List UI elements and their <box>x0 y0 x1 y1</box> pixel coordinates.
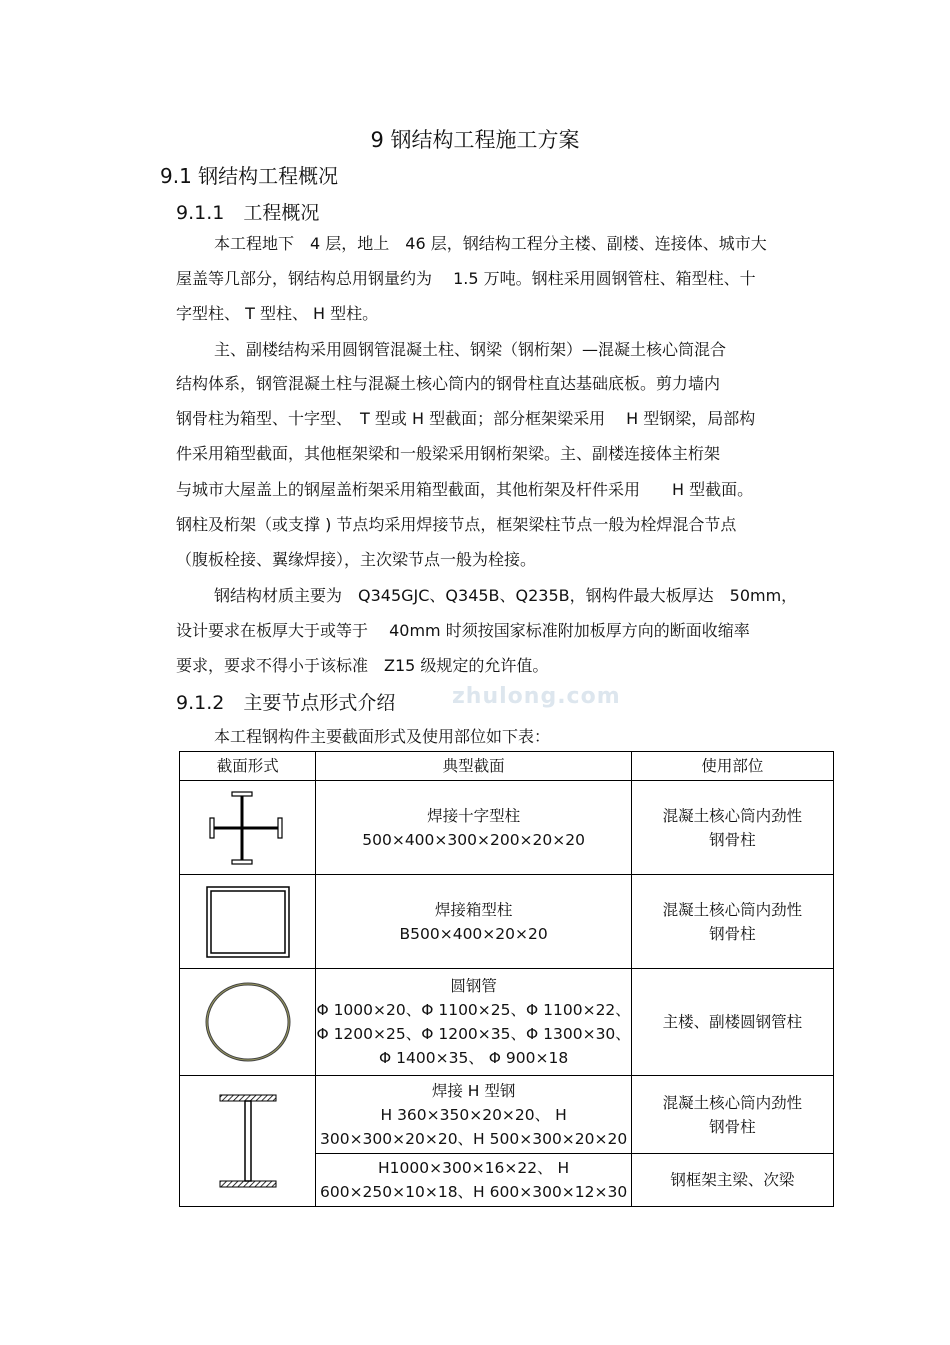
section-cell <box>316 1154 631 1207</box>
usage-line: 钢骨柱 <box>709 924 756 943</box>
page-title: 9 钢结构工程施工方案 <box>370 128 580 152</box>
para3-line-2: 设计要求在板厚大于或等于 40mm 时须按国家标准附加板厚方向的断面收缩率 <box>176 621 750 640</box>
section-cell <box>316 1076 631 1154</box>
table-header-row <box>180 752 834 781</box>
section-size: H1000×300×16×22、 H <box>378 1159 570 1177</box>
section-name: 圆钢管 <box>450 977 497 995</box>
header-section-form: 截面形式 <box>180 752 316 781</box>
section-heading-9-1: 9.1 钢结构工程概况 <box>160 164 339 188</box>
usage-line: 钢骨柱 <box>709 830 756 849</box>
para2-line-5: 与城市大屋盖上的钢屋盖桁架采用箱型截面，其他桁架及杆件采用 H 型截面。 <box>176 480 754 499</box>
section-name: 焊接箱型柱 <box>434 900 513 919</box>
para2-line-6: 钢柱及桁架（或支撑 ) 节点均采用焊接节点，框架梁柱节点一般为栓焊混合节点 <box>176 515 737 534</box>
table-row <box>180 781 834 875</box>
h-beam-icon <box>180 1076 316 1207</box>
watermark: zhulong.com <box>452 684 621 709</box>
usage-line: 混凝土核心筒内劲性 <box>662 1093 803 1112</box>
section-cell <box>316 875 631 969</box>
usage-line: 主楼、副楼圆钢管柱 <box>662 1013 803 1031</box>
table-intro: 本工程钢构件主要截面形式及使用部位如下表： <box>214 727 551 746</box>
usage-cell <box>631 875 833 969</box>
para1-line-2: 屋盖等几部分，钢结构总用钢量约为 1.5 万吨。钢柱采用圆钢管柱、箱型柱、十 <box>176 269 756 288</box>
section-name: 焊接 H 型钢 <box>431 1081 516 1100</box>
table-row <box>180 969 834 1076</box>
para2-line-4: 件采用箱型截面，其他框架梁和一般梁采用钢桁架梁。主、副楼连接体主桁架 <box>176 444 721 463</box>
table-row <box>180 875 834 969</box>
para1-line-3: 字型柱、 T 型柱、 H 型柱。 <box>176 304 379 323</box>
section-name: 焊接十字型柱 <box>427 806 521 825</box>
usage-cell <box>631 969 833 1076</box>
para2-line-7: （腹板栓接、翼缘焊接），主次梁节点一般为栓接。 <box>176 550 537 569</box>
section-size: Φ 1000×20、Φ 1100×25、Φ 1100×22、 <box>316 1001 631 1019</box>
usage-line: 混凝土核心筒内劲性 <box>662 806 803 825</box>
usage-cell <box>631 1076 833 1154</box>
para3-line-1: 钢结构材质主要为 Q345GJC、Q345B、Q235B，钢构件最大板厚达 50mm， <box>214 586 798 605</box>
section-cell <box>316 781 631 875</box>
para3-line-3: 要求，要求不得小于该标准 Z15 级规定的允许值。 <box>176 656 549 675</box>
section-size: B500×400×20×20 <box>399 924 548 943</box>
section-size: 600×250×10×18、H 600×300×12×30 <box>319 1183 628 1201</box>
section-size: 300×300×20×20、H 500×300×20×20 <box>319 1129 628 1148</box>
usage-cell <box>631 781 833 875</box>
section-cell <box>316 969 631 1076</box>
para2-line-3: 钢骨柱为箱型、十字型、 T 型或 H 型截面；部分框架梁采用 H 型钢梁，局部构 <box>176 409 756 428</box>
section-heading-9-1-2: 9.1.2 主要节点形式介绍 <box>176 692 396 714</box>
box-section-icon <box>180 875 316 969</box>
table-row <box>180 1076 834 1154</box>
usage-line: 混凝土核心筒内劲性 <box>662 900 803 919</box>
para2-line-2: 结构体系，钢管混凝土柱与混凝土核心筒内的钢骨柱直达基础底板。剪力墙内 <box>176 374 721 393</box>
section-size: 500×400×300×200×20×20 <box>362 830 585 849</box>
section-size: H 360×350×20×20、 H <box>380 1105 567 1124</box>
section-size: Φ 1400×35、 Φ 900×18 <box>379 1049 569 1067</box>
usage-line: 钢骨柱 <box>709 1117 756 1136</box>
section-heading-9-1-1: 9.1.1 工程概况 <box>176 202 320 224</box>
section-size: Φ 1200×25、Φ 1200×35、Φ 1300×30、 <box>316 1025 631 1043</box>
section-table <box>179 751 834 1207</box>
header-typical-section: 典型截面 <box>316 752 631 781</box>
cross-section-icon <box>180 781 316 875</box>
usage-line: 钢框架主梁、次梁 <box>670 1171 795 1189</box>
usage-cell <box>631 1154 833 1207</box>
para2-line-1: 主、副楼结构采用圆钢管混凝土柱、钢梁（钢桁架）—混凝土核心筒混合 <box>214 340 727 359</box>
para1-line-1: 本工程地下 4 层，地上 46 层，钢结构工程分主楼、副楼、连接体、城市大 <box>214 234 767 253</box>
circular-pipe-icon <box>180 969 316 1076</box>
header-usage: 使用部位 <box>631 752 833 781</box>
